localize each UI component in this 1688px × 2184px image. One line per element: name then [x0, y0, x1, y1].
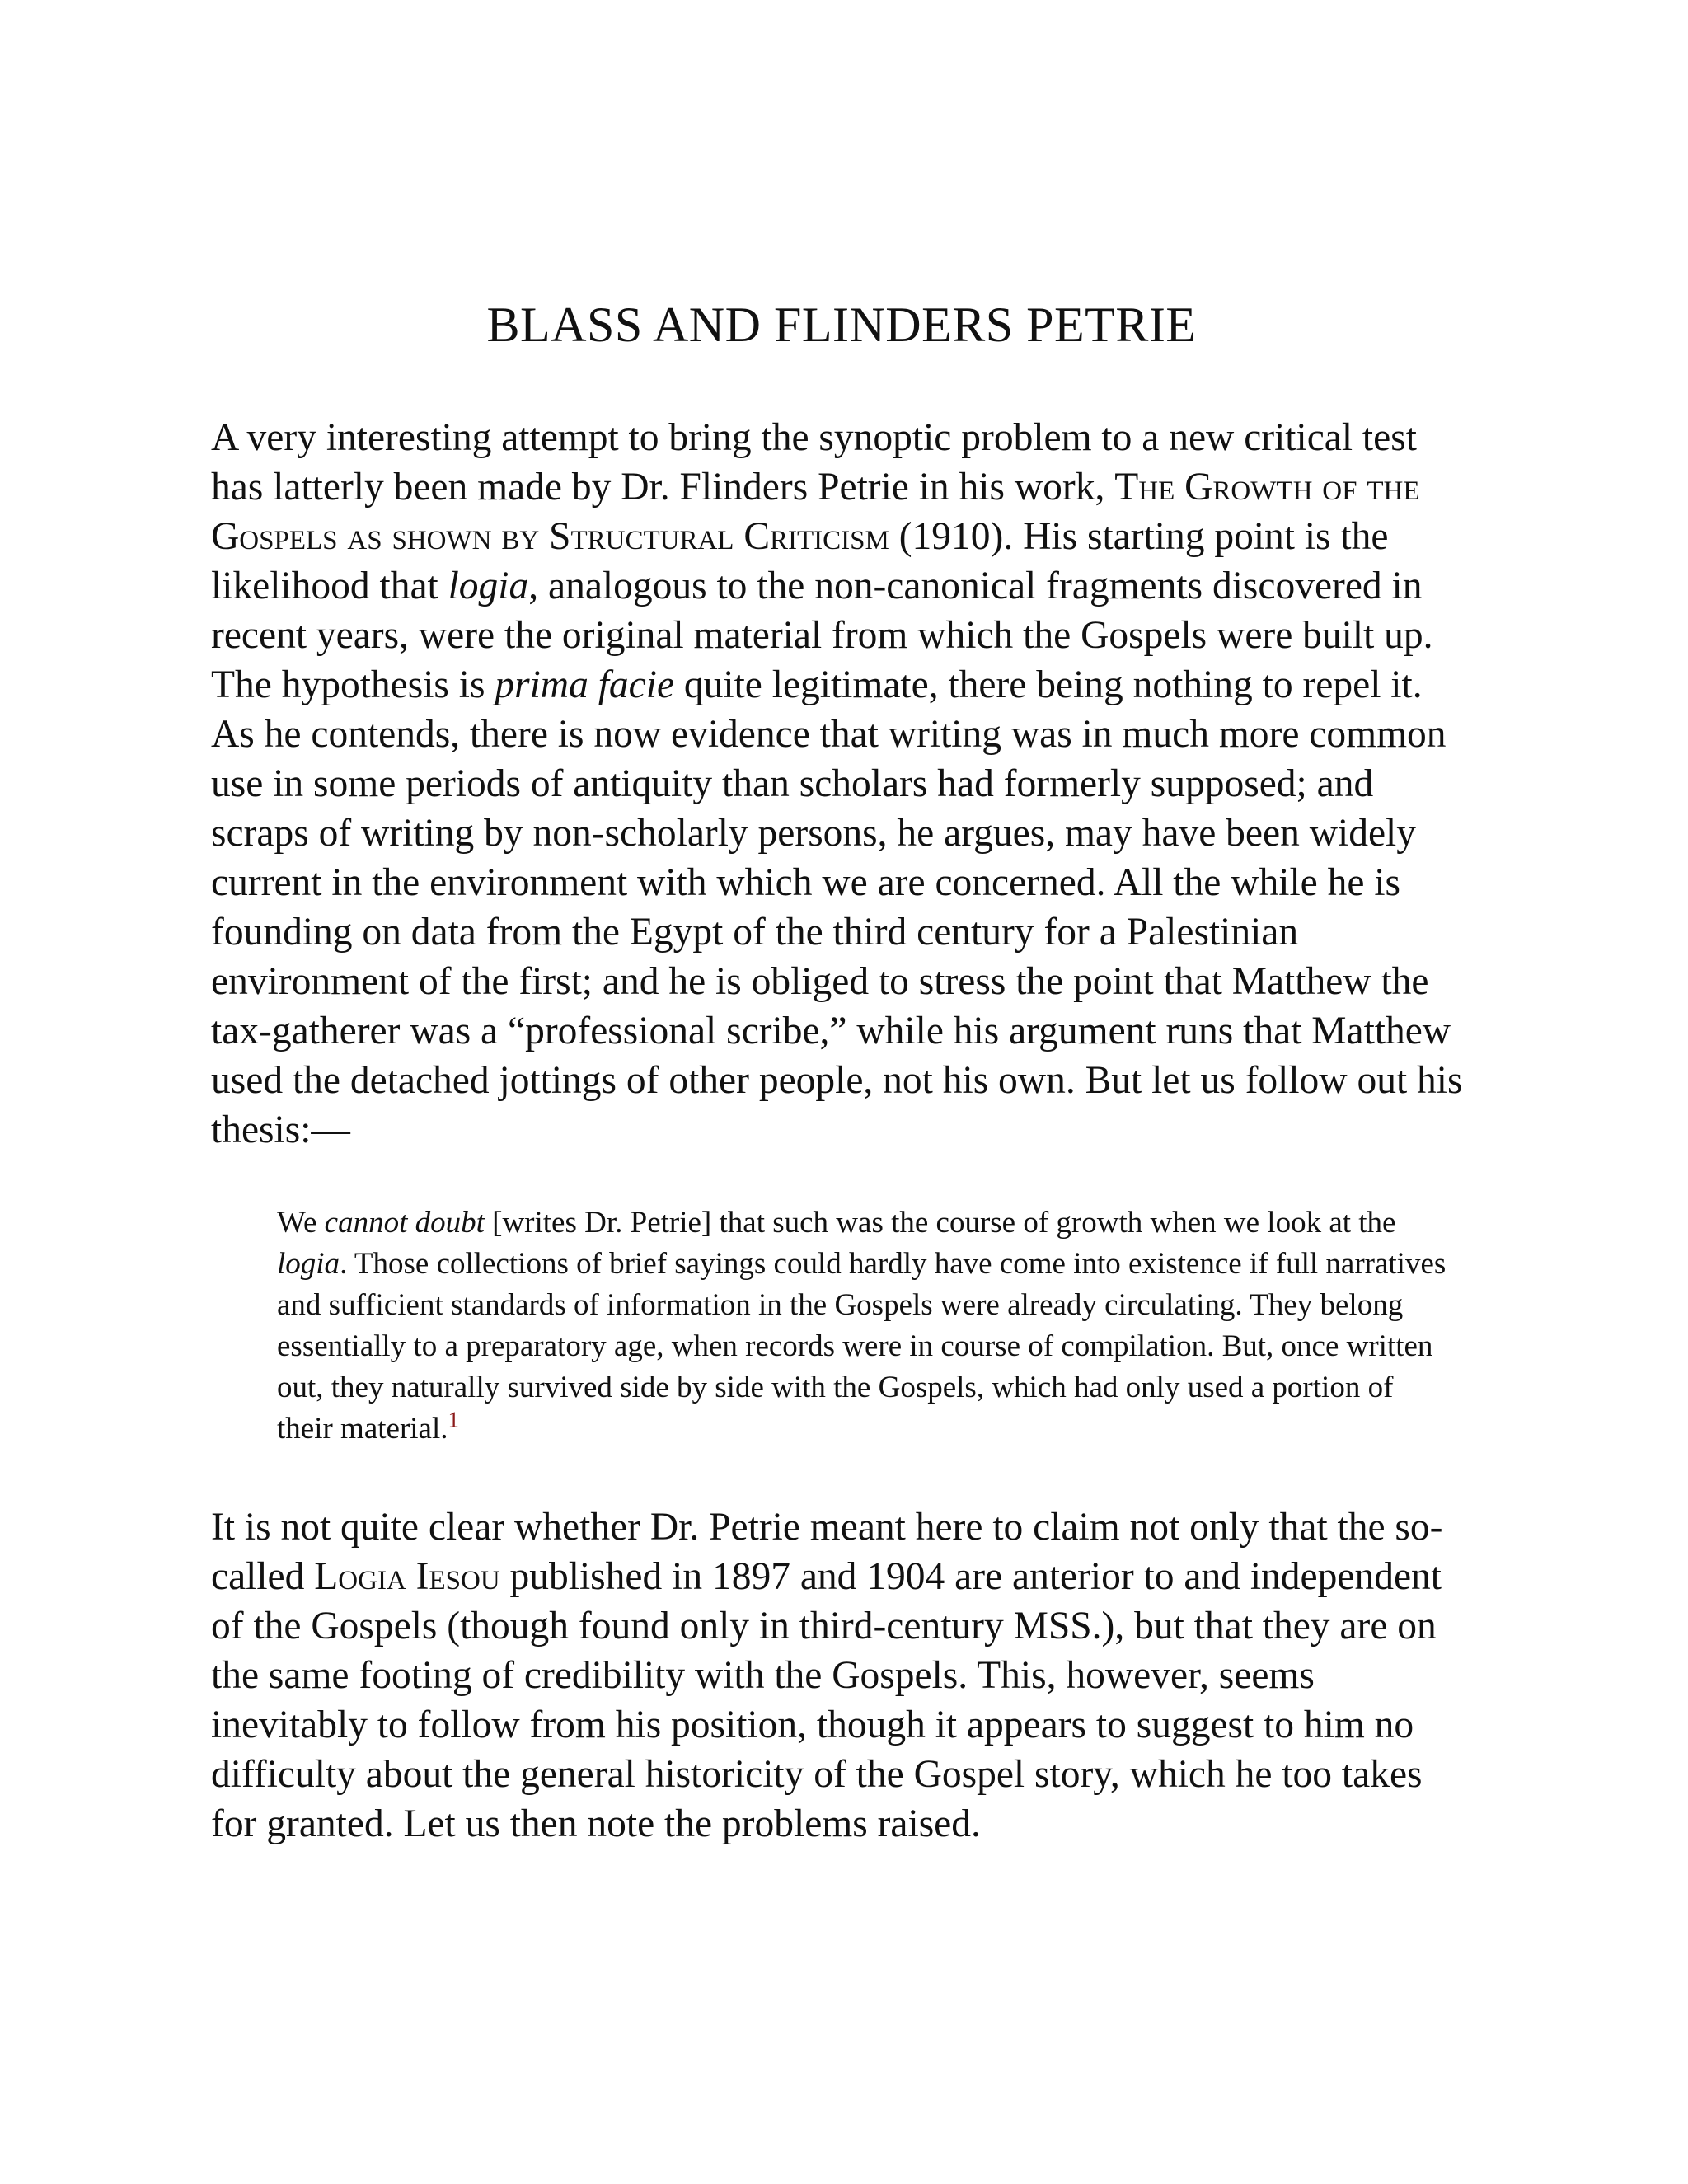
quote-text-3: . Those collections of brief sayings could hardly have come into existence if full narratives and sufficient standards of information in the Gospels were already circulating. They belong essentially to a preparatory age, when records were in course of compilation. But, once written out, they naturally survived side by side with the Gospels, which had only used a portion of their material.: [277, 1247, 1447, 1446]
logia-iesou-title: Logia Iesou: [314, 1555, 500, 1598]
paragraph-1-text-3: , analogous to the non-canonical fragments discovered in recent years, were the original material from which the Gospels were built up. The hypothesis is: [211, 565, 1433, 706]
paragraph-1: [211, 413, 1472, 1155]
italic-logia-quote: logia: [277, 1247, 340, 1281]
quote-text-1: We: [277, 1206, 325, 1240]
book-title: The Growth of the Gospels as shown by Structural Criticism: [211, 466, 1420, 558]
page-content: [211, 297, 1472, 1849]
paragraph-2: [211, 1502, 1472, 1849]
paragraph-1-text-1: A very interesting attempt to bring the synoptic problem to a new critical test has latterly been made by Dr. Flinders Petrie in his work,: [211, 416, 1417, 509]
block-quote: [277, 1202, 1447, 1450]
italic-logia: logia: [448, 565, 529, 607]
quote-text-2: [writes Dr. Petrie] that such was the course of growth when we look at the: [484, 1206, 1396, 1240]
paragraph-2-text-2: published in 1897 and 1904 are anterior to and independent of the Gospels (though found only in third-century MSS.), but that they are on the same footing of credibility with the Gospels. This, however, seems inevitably to follow from his position, though it appears to suggest to him no difficulty about the general historicity of the Gospel story, which he too takes for granted. Let us then note the problems raised.: [211, 1555, 1442, 1845]
italic-cannot-doubt: cannot doubt: [324, 1206, 485, 1240]
footnote-link[interactable]: 1: [448, 1407, 460, 1432]
paragraph-1-text-4: quite legitimate, there being nothing to repel it. As he contends, there is now evidence that writing was in much more common use in some periods of antiquity than scholars had formerly supposed; and scraps of writing by non-scholarly persons, he argues, may have been widely current in the environment with which we are concerned. All the while he is founding on data from the Egypt of the third century for a Palestinian environment of the first; and he is obliged to stress the point that Matthew the tax-gatherer was a “professional scribe,” while his argument runs that Matthew used the detached jottings of other people, not his own. But let us follow out his thesis:—: [211, 663, 1463, 1151]
italic-prima-facie: prima facie: [495, 663, 675, 706]
paragraph-2-text-1: It is not quite clear whether Dr. Petrie meant here to claim not only that the so-called: [211, 1506, 1443, 1598]
paragraph-1-text-2: (1910). His starting point is the likelihood that: [211, 515, 1389, 607]
chapter-title: BLASS AND FLINDERS PETRIE: [486, 298, 1197, 352]
